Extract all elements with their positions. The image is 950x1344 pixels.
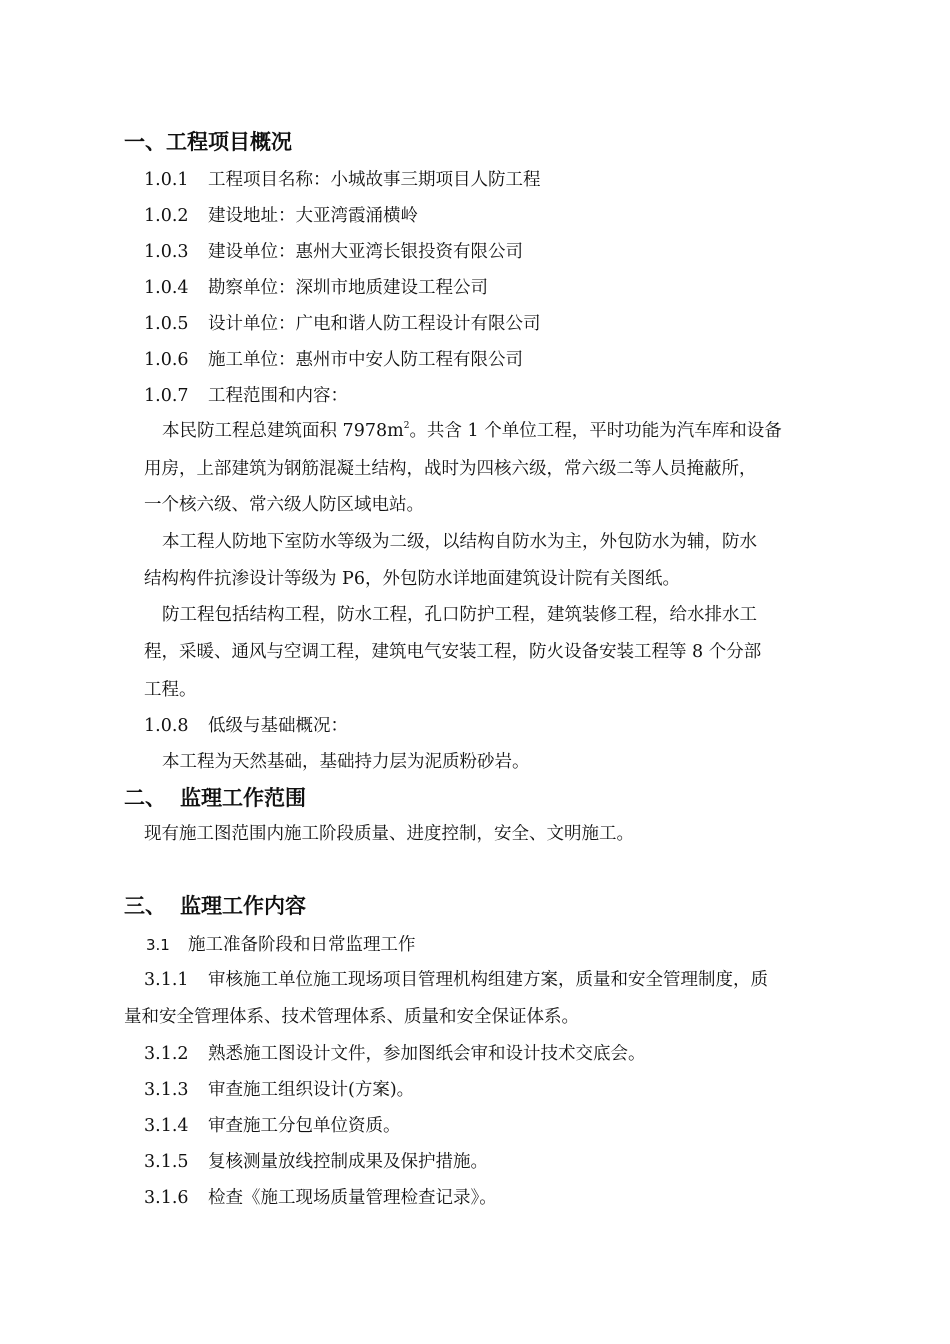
item-text: 复核测量放线控制成果及保护措施。 bbox=[208, 1152, 488, 1172]
item-text: 建设地址：大亚湾霞涌横岭 bbox=[208, 206, 418, 226]
paragraph-line: 本工程人防地下室防水等级为二级，以结构自防水为主，外包防水为辅，防水 bbox=[162, 532, 757, 552]
item-number: 3.1 bbox=[146, 936, 170, 954]
item-text: 工程范围和内容： bbox=[208, 386, 348, 406]
item-number: 3.1.4 bbox=[144, 1116, 189, 1136]
item-number: 3.1.3 bbox=[144, 1080, 189, 1100]
item-text: 施工单位：惠州市中安人防工程有限公司 bbox=[208, 350, 523, 370]
paragraph-line: 用房，上部建筑为钢筋混凝土结构，战时为四核六级，常六级二等人员掩蔽所， bbox=[144, 459, 757, 479]
item-1-0-7 bbox=[144, 382, 348, 407]
item-number: 3.1.2 bbox=[144, 1044, 189, 1064]
item-text: 勘察单位：深圳市地质建设工程公司 bbox=[208, 278, 488, 298]
heading-number: 二、 bbox=[124, 786, 166, 810]
item-number: 3.1.1 bbox=[144, 970, 189, 990]
paragraph-line: 量和安全管理体系、技术管理体系、质量和安全保证体系。 bbox=[124, 1007, 579, 1027]
item-3-1-5 bbox=[144, 1148, 488, 1173]
paragraph-line: 一个核六级、常六级人防区域电站。 bbox=[144, 495, 424, 515]
section-1-heading: 一、工程项目概况 bbox=[124, 130, 292, 154]
item-number: 1.0.3 bbox=[144, 242, 189, 262]
item-number: 3.1.5 bbox=[144, 1152, 189, 1172]
item-number: 1.0.2 bbox=[144, 206, 189, 226]
paragraph-line: 防工程包括结构工程，防水工程，孔口防护工程，建筑装修工程，给水排水工 bbox=[162, 605, 757, 625]
paragraph-line: 本工程为天然基础，基础持力层为泥质粉砂岩。 bbox=[162, 752, 530, 772]
item-text: 低级与基础概况： bbox=[208, 716, 348, 736]
text-span: 本民防工程总建筑面积 7978m bbox=[162, 421, 404, 441]
paragraph-line: 程，采暖、通风与空调工程，建筑电气安装工程，防火设备安装工程等 8 个分部 bbox=[144, 642, 762, 662]
item-text: 审查施工组织设计(方案)。 bbox=[208, 1080, 415, 1100]
item-1-0-8 bbox=[144, 712, 348, 737]
item-1-0-2 bbox=[144, 202, 418, 227]
item-1-0-4 bbox=[144, 274, 488, 299]
paragraph-line: 工程。 bbox=[144, 680, 197, 700]
item-3-1-2 bbox=[144, 1040, 646, 1065]
item-number: 1.0.1 bbox=[144, 170, 189, 190]
paragraph-line: 现有施工图范围内施工阶段质量、进度控制，安全、文明施工。 bbox=[144, 824, 634, 844]
section-3-heading bbox=[124, 890, 306, 920]
item-text: 施工准备阶段和日常监理工作 bbox=[188, 935, 416, 955]
heading-text: 监理工作范围 bbox=[180, 786, 306, 810]
section-2-heading bbox=[124, 782, 306, 812]
item-1-0-1 bbox=[144, 166, 541, 191]
item-text: 建设单位：惠州大亚湾长银投资有限公司 bbox=[208, 242, 523, 262]
item-number: 1.0.8 bbox=[144, 716, 189, 736]
item-3-1-1 bbox=[144, 966, 768, 991]
heading-number: 三、 bbox=[124, 894, 166, 918]
item-1-0-3 bbox=[144, 238, 523, 263]
subsection-3-1 bbox=[146, 931, 416, 956]
item-text: 工程项目名称：小城故事三期项目人防工程 bbox=[208, 170, 541, 190]
item-number: 1.0.6 bbox=[144, 350, 189, 370]
item-3-1-4 bbox=[144, 1112, 401, 1137]
text-span: 。共含 1 个单位工程，平时功能为汽车库和设备 bbox=[409, 421, 782, 441]
item-text: 审核施工单位施工现场项目管理机构组建方案，质量和安全管理制度，质 bbox=[208, 970, 768, 990]
item-text: 设计单位：广电和谐人防工程设计有限公司 bbox=[208, 314, 541, 334]
paragraph-line bbox=[162, 417, 782, 442]
item-number: 1.0.4 bbox=[144, 278, 189, 298]
superscript: 2 bbox=[403, 421, 410, 431]
item-text: 熟悉施工图设计文件，参加图纸会审和设计技术交底会。 bbox=[208, 1044, 646, 1064]
item-1-0-5 bbox=[144, 310, 541, 335]
item-text: 审查施工分包单位资质。 bbox=[208, 1116, 401, 1136]
item-number: 3.1.6 bbox=[144, 1188, 189, 1208]
item-3-1-6 bbox=[144, 1184, 497, 1209]
paragraph-line: 结构构件抗渗设计等级为 P6，外包防水详地面建筑设计院有关图纸。 bbox=[144, 569, 680, 589]
item-3-1-3 bbox=[144, 1076, 414, 1101]
item-text: 检查《施工现场质量管理检查记录》。 bbox=[208, 1188, 497, 1208]
heading-text: 监理工作内容 bbox=[180, 894, 306, 918]
item-1-0-6 bbox=[144, 346, 523, 371]
item-number: 1.0.7 bbox=[144, 386, 189, 406]
item-number: 1.0.5 bbox=[144, 314, 189, 334]
